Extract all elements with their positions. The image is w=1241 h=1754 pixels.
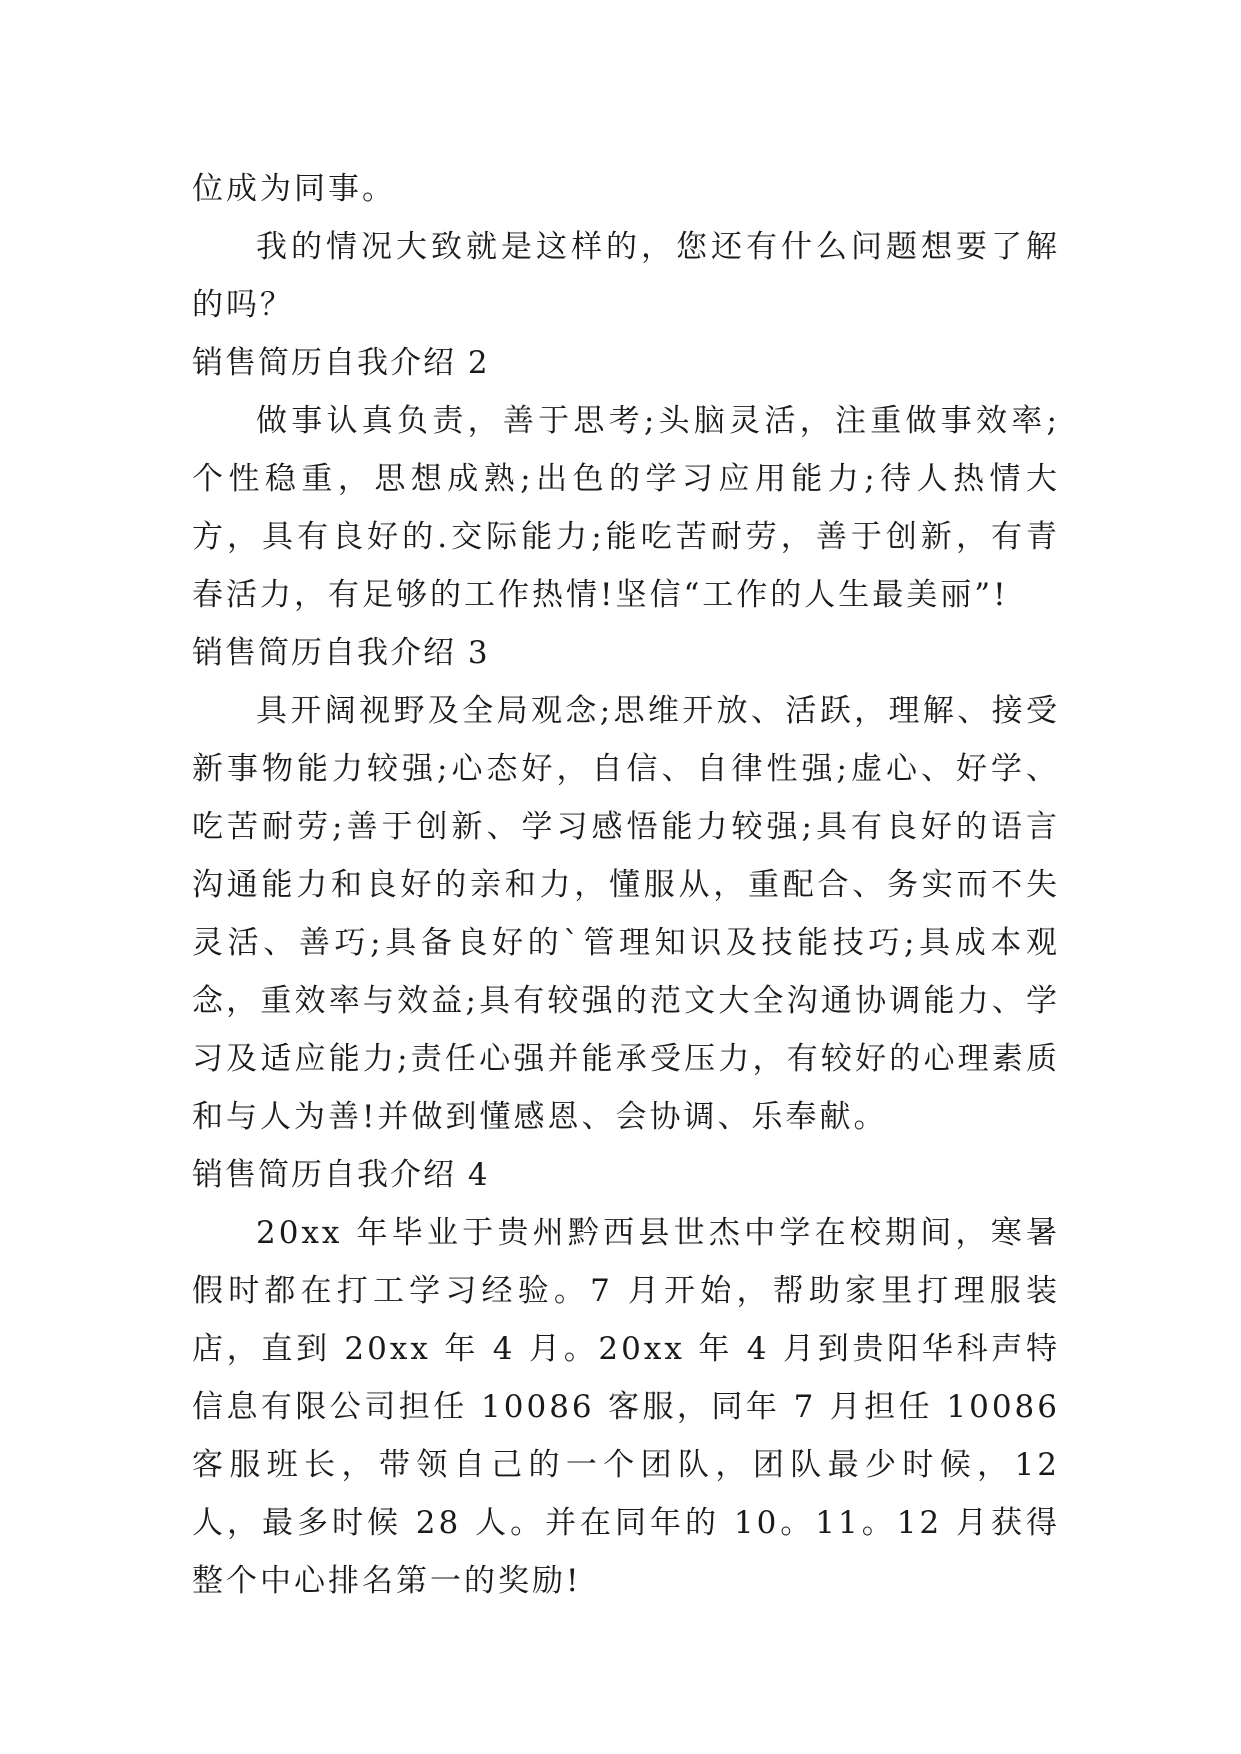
paragraph-intro-3: 具开阔视野及全局观念;思维开放、活跃，理解、接受新事物能力较强;心态好，自信、自律性强;虚心、好学、吃苦耐劳;善于创新、学习感悟能力较强;具有良好的语言沟通能力和良好的亲和力，懂服从，重配合、务实而不失灵活、善巧;具备良好的`管理知识及技能技巧;具成本观念，重效率与效益;具有较强的范文大全沟通协调能力、学习及适应能力;责任心强并能承受压力，有较好的心理素质和与人为善!并做到懂感恩、会协调、乐奉献。: [192, 693, 1060, 1135]
section-heading-4: 销售简历自我介绍 4: [192, 1157, 490, 1193]
paragraph-closing-question: 我的情况大致就是这样的，您还有什么问题想要了解的吗？: [192, 229, 1060, 323]
paragraph-intro-4: 20xx 年毕业于贵州黔西县世杰中学在校期间，寒暑假时都在打工学习经验。7 月开始，帮助家里打理服装店，直到 20xx 年 4 月。20xx 年 4 月到贵阳华科声特信息有限公司担任 10086 客服，同年 7 月担任 10086 客服班长，带领自己的一个团队，团队最少时候，12 人，最多时候 28 人。并在同年的 10。11。12 月获得整个中心排名第一的奖励!: [192, 1215, 1060, 1599]
document-body: [192, 160, 1060, 1610]
section-heading-3: 销售简历自我介绍 3: [192, 635, 490, 671]
paragraph-continuation: 位成为同事。: [192, 171, 396, 207]
paragraph-intro-2: 做事认真负责，善于思考;头脑灵活，注重做事效率;个性稳重，思想成熟;出色的学习应用能力;待人热情大方，具有良好的.交际能力;能吃苦耐劳，善于创新，有青春活力，有足够的工作热情!坚信“工作的人生最美丽”!: [192, 403, 1060, 613]
section-heading-2: 销售简历自我介绍 2: [192, 345, 490, 381]
